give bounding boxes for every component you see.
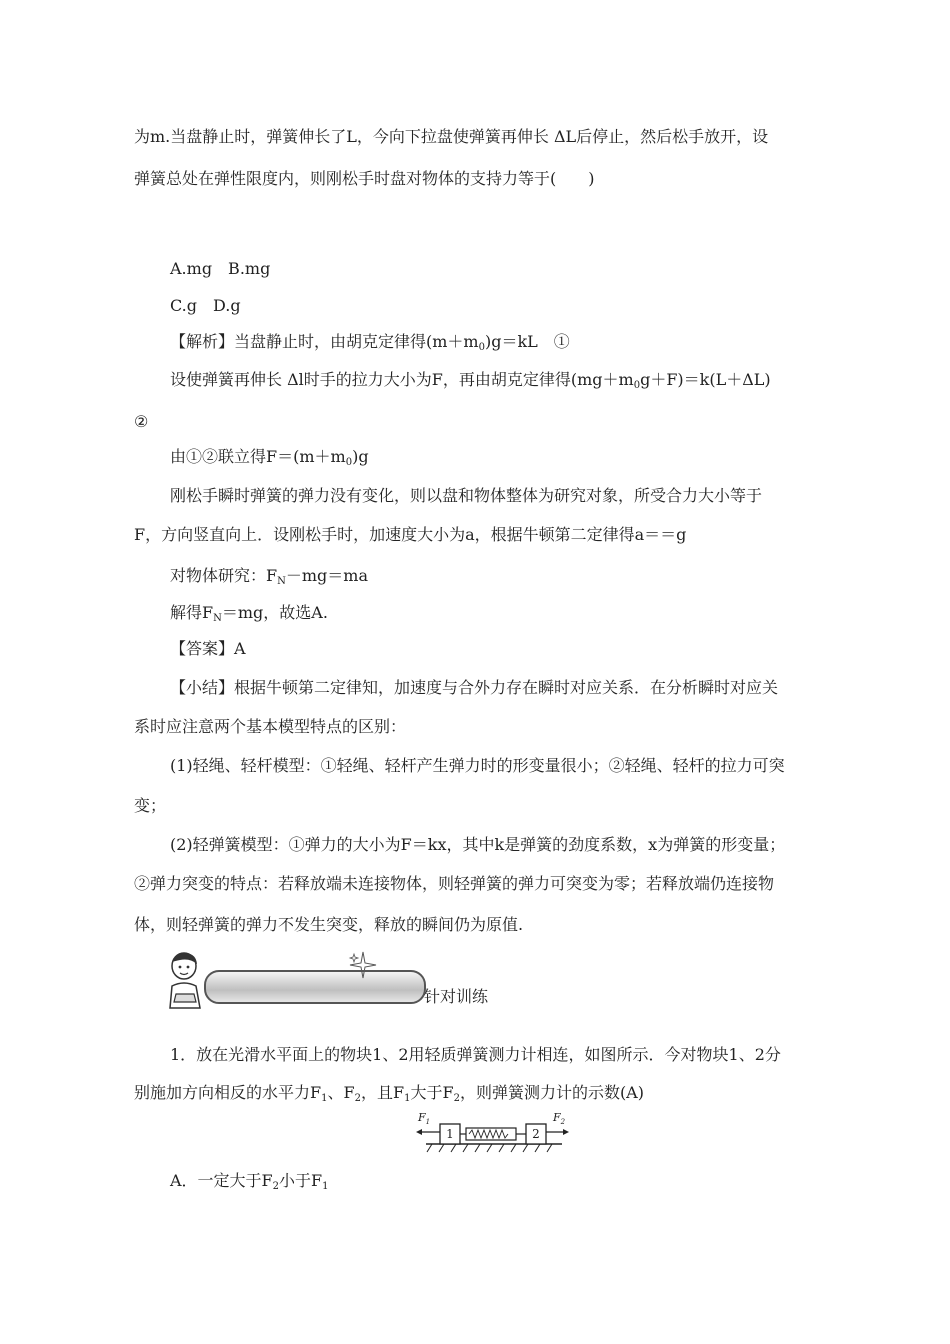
options-row-2: C.g D.g [170, 296, 241, 315]
problem-line-2: 弹簧总处在弹性限度内，则刚松手时盘对物体的支持力等于( ) [134, 169, 595, 188]
force-f2-label: $F_2$ [553, 1111, 566, 1126]
analysis-line-3: ② [134, 412, 149, 431]
analysis-line-1: 【解析】当盘静止时，由胡克定律得$(m+m_0)g=kL$ ① [170, 332, 570, 353]
banner-label: 针对训练 [424, 987, 489, 1006]
ground-hatching [427, 1144, 552, 1152]
sparkle-icon [348, 950, 378, 980]
problem-line-1: 为m.当盘静止时，弹簧伸长了L，今向下拉盘使弹簧再伸长 ΔL后停止，然后松手放开，设 [134, 127, 769, 146]
summary-line-6: ②弹力突变的特点：若释放端未连接物体，则轻弹簧的弹力可突变为零；若释放端仍连接物 [134, 874, 775, 893]
banner-bar [204, 970, 426, 1004]
block-2-label: 2 [532, 1127, 540, 1141]
summary-line-4: 变； [134, 796, 167, 815]
reading-boy-icon [160, 950, 208, 1010]
question-1-line-2: 别施加方向相反的水平力$F_1$、$F_2$，且$F_1$大于$F_2$，则弹簧测力计的示数(A) [134, 1083, 644, 1104]
question-1-line-1: 1．放在光滑水平面上的物块1、2用轻质弹簧测力计相连，如图所示．今对物块1、2分 [170, 1045, 781, 1064]
analysis-line-2: 设使弹簧再伸长 Δl时手的拉力大小为F，再由胡克定律得$(mg+m_0g+F)=k(L+\Delta L)$ [170, 370, 771, 391]
summary-line-7: 体，则轻弹簧的弹力不发生突变，释放的瞬间仍为原值. [134, 915, 524, 934]
section-banner [158, 948, 489, 1020]
answer-line: 【答案】A [170, 639, 246, 658]
analysis-line-6: F，方向竖直向上．设刚松手时，加速度大小为a，根据牛顿第二定律得a＝＝g [134, 525, 687, 544]
analysis-line-7: 对物体研究：$F_N-mg=ma$ [170, 566, 368, 587]
summary-line-2: 系时应注意两个基本模型特点的区别： [134, 717, 407, 736]
option-a-line: A．一定大于$F_2$小于$F_1$ [170, 1171, 329, 1192]
options-row-1: A.mg B.mg [170, 259, 271, 278]
block-1-label: 1 [446, 1127, 454, 1141]
spring-balance-figure [412, 1110, 572, 1156]
force-f1-label: $F_1$ [418, 1111, 431, 1126]
summary-line-1: 【小结】根据牛顿第二定律知，加速度与合外力存在瞬时对应关系．在分析瞬时对应关 [170, 678, 779, 697]
analysis-line-5: 刚松手瞬时弹簧的弹力没有变化，则以盘和物体整体为研究对象，所受合力大小等于 [170, 486, 763, 505]
analysis-line-8: 解得$F_N=mg$，故选A. [170, 603, 328, 624]
summary-line-5: (2)轻弹簧模型：①弹力的大小为F＝kx，其中k是弹簧的劲度系数，x为弹簧的形变量； [170, 835, 786, 854]
analysis-line-4: 由①②联立得$F=(m+m_0)g$ [170, 447, 369, 468]
summary-line-3: (1)轻绳、轻杆模型：①轻绳、轻杆产生弹力时的形变量很小；②轻绳、轻杆的拉力可突 [170, 756, 785, 775]
